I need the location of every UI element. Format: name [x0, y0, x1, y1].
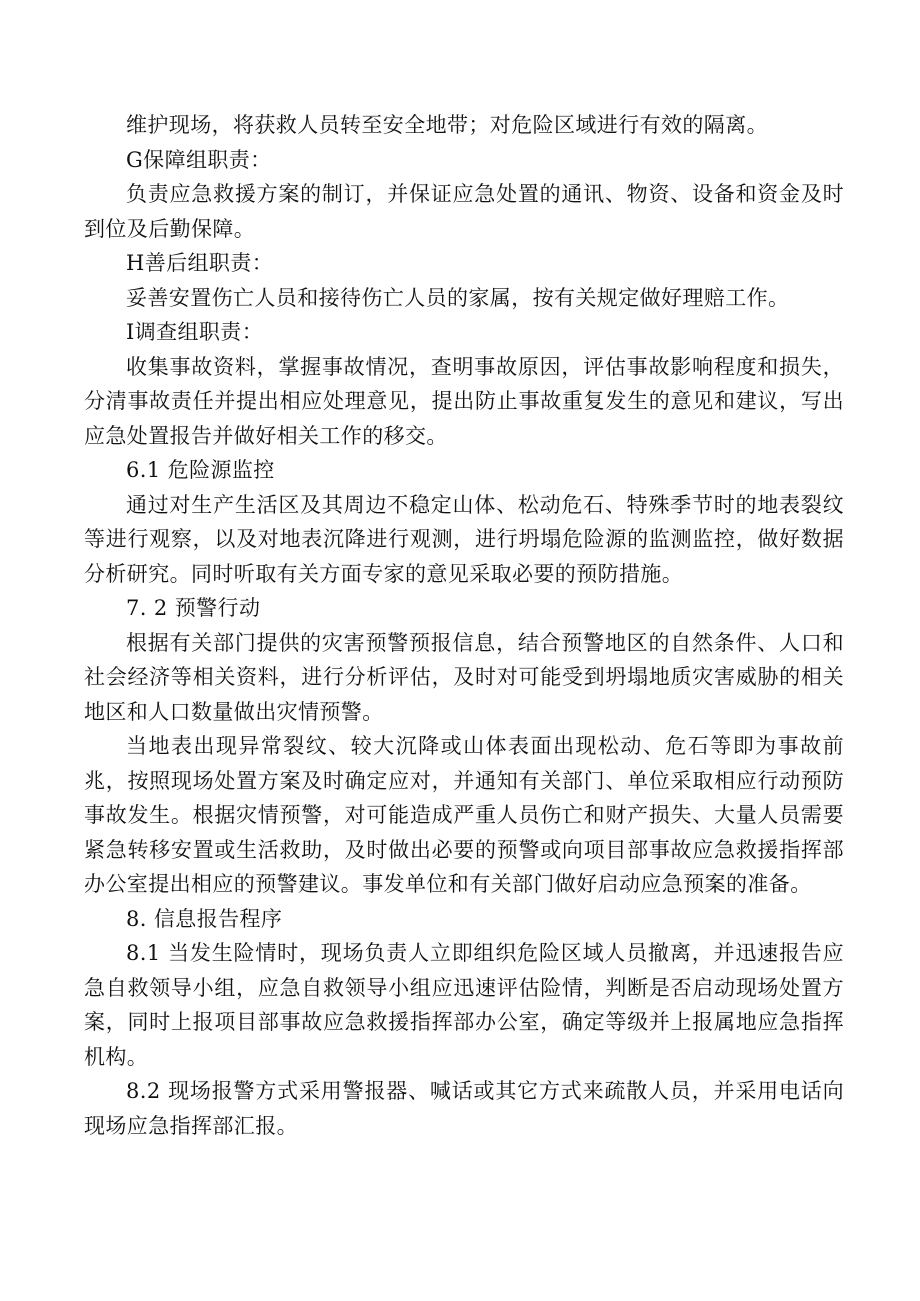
- heading-information-reporting: 8. 信息报告程序: [126, 906, 283, 931]
- heading-aftermath-group-duties: H善后组职责：: [126, 251, 274, 275]
- paragraph-warning-precursors: 当地表出现异常裂纹、较大沉降或山体表面出现松动、危石等即为事故前兆，按照现场处置方案及时确定应对，并通知有关部门、单位采取相应行动预防事故发生。根据灾情预警，对可能造成严重人员伤亡和财产损失、大量人员需要紧急转移安置或生活救助，及时做出必要的预警或向项目部事故应急救援指挥部办公室提出相应的预警建议。事发单位和有关部门做好启动应急预案的准备。: [84, 734, 844, 896]
- paragraph-rescue-duty-end: 维护现场，将获救人员转至安全地带；对危险区域进行有效的隔离。: [126, 113, 768, 137]
- heading-support-group-duties: G保障组职责：: [126, 147, 272, 172]
- paragraph-reporting-8-2: 8.2 现场报警方式采用警报器、喊话或其它方式来疏散人员，并采用电话向现场应急指挥部汇报。: [84, 1079, 844, 1138]
- paragraph-support-group-duties: 负责应急救援方案的制订，并保证应急处置的通讯、物资、设备和资金及时到位及后勤保障。: [84, 182, 844, 241]
- paragraph-early-warning-action: 根据有关部门提供的灾害预警预报信息，结合预警地区的自然条件、人口和社会经济等相关资料，进行分析评估，及时对可能受到坍塌地质灾害威胁的相关地区和人口数量做出灾情预警。: [84, 630, 844, 724]
- paragraph-hazard-monitoring: 通过对生产生活区及其周边不稳定山体、松动危石、特殊季节时的地表裂纹等进行观察，以及对地表沉降进行观测，进行坍塌危险源的监测监控，做好数据分析研究。同时听取有关方面专家的意见采取必要的预防措施。: [84, 492, 844, 586]
- document-body: [84, 108, 844, 1143]
- heading-early-warning-action: 7. 2 预警行动: [126, 596, 261, 620]
- paragraph-investigation-group-duties: 收集事故资料，掌握事故情况，查明事故原因，评估事故影响程度和损失，分清事故责任并提出相应处理意见，提出防止事故重复发生的意见和建议，写出应急处置报告并做好相关工作的移交。: [84, 354, 844, 448]
- paragraph-aftermath-group-duties: 妥善安置伤亡人员和接待伤亡人员的家属，按有关规定做好理赔工作。: [126, 285, 790, 310]
- paragraph-reporting-8-1: 8.1 当发生险情时，现场负责人立即组织危险区域人员撤离，并迅速报告应急自救领导小组，应急自救领导小组应迅速评估险情，判断是否启动现场处置方案，同时上报项目部事故应急救援指挥部办公室，确定等级并上报属地应急指挥机构。: [84, 941, 844, 1069]
- heading-investigation-group-duties: I调查组职责：: [126, 320, 264, 344]
- heading-hazard-monitoring: 6.1 危险源监控: [126, 458, 275, 482]
